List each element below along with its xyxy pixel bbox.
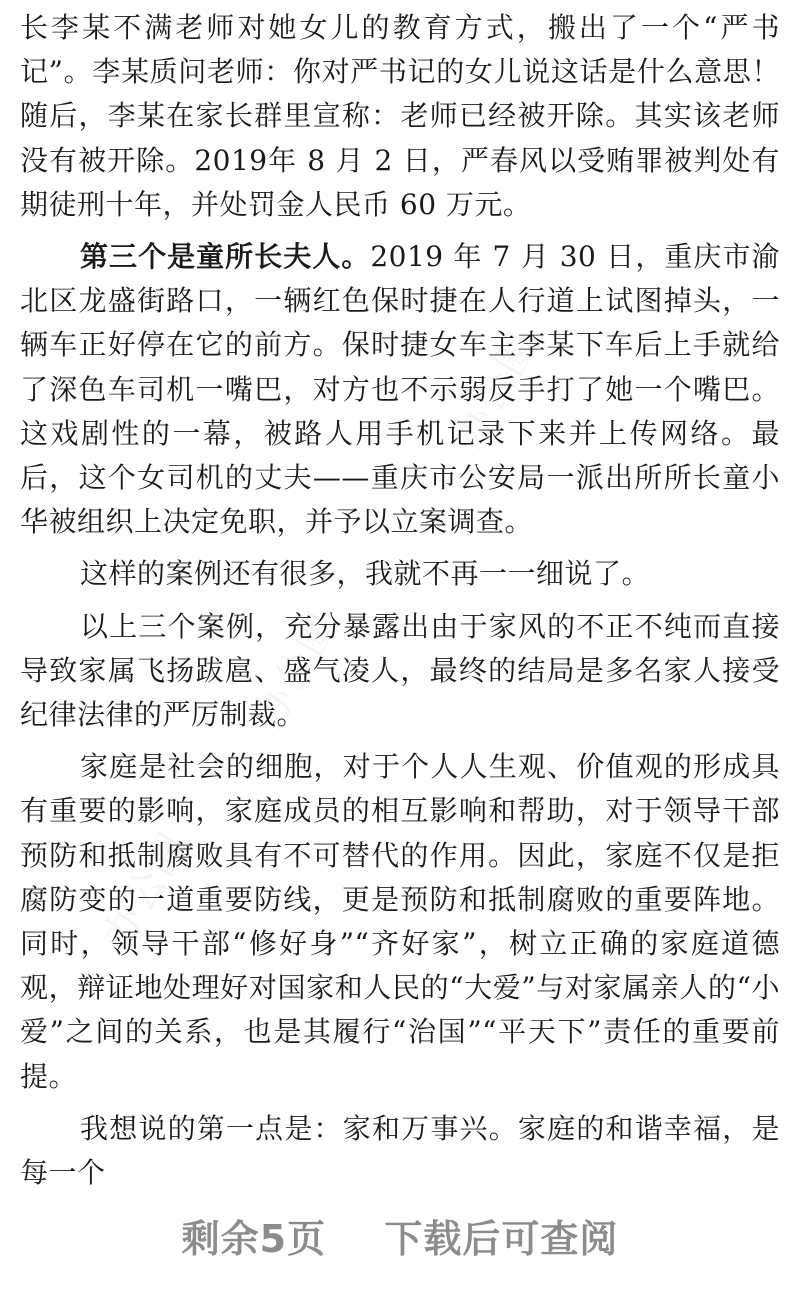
- case-three-body: 2019 年 7 月 30 日，重庆市渝北区龙盛街路口，一辆红色保时捷在人行道上试图掉头，一辆车正好停在它的前方。保时捷女车主李某下车后上手就给了深色车司机一嘴巴，对方也不示弱反手打了她一个嘴巴。这戏剧性的一幕，被路人用手机记录下来并上传网络。最后，这个女司机的丈夫——重庆市公安局一派出所所长童小华被组织上决定免职，并予以立案调查。: [20, 240, 780, 539]
- paragraph-summary: 以上三个案例，充分暴露出由于家风的不正不纯而直接导致家属飞扬跋扈、盛气凌人，最终的结局是多名家人接受纪律法律的严厉制裁。: [20, 609, 780, 732]
- document-page: [20, 6, 780, 1195]
- watermark-text: 办公圈: [94, 824, 198, 957]
- download-to-view-label: 下载后可查阅: [384, 1217, 619, 1261]
- paragraph-first-point: 我想说的第一点是：家和万事兴。家庭的和谐幸福，是每一个: [20, 1111, 780, 1190]
- remaining-pages-label: 剩余5页: [181, 1217, 327, 1261]
- watermark-text: 办公圈: [444, 324, 548, 457]
- paragraph-case-three: [20, 235, 780, 544]
- download-prompt[interactable]: [0, 1208, 800, 1263]
- watermark-text: 办公圈: [244, 604, 348, 737]
- paragraph-family-role: 家庭是社会的细胞，对于个人人生观、价值观的形成具有重要的影响，家庭成员的相互影响和帮助，对于领导干部预防和抵制腐败具有不可替代的作用。因此，家庭不仅是拒腐防变的一道重要防线，更是预防和抵制腐败的重要阵地。同时，领导干部“修好身”“齐好家”，树立正确的家庭道德观，辩证地处理好对国家和人民的“大爱”与对家属亲人的“小爱”之间的关系，也是其履行“治国”“平天下”责任的重要前提。: [20, 750, 780, 1093]
- case-three-heading: 第三个是童所长夫人。: [80, 240, 371, 274]
- paragraph-more-cases: 这样的案例还有很多，我就不再一一细说了。: [80, 557, 651, 591]
- paragraph-case-two-end: 长李某不满老师对她女儿的教育方式，搬出了一个“严书记”。李某质问老师：你对严书记的女儿说这话是什么意思！随后，李某在家长群里宣称：老师已经被开除。其实该老师没有被开除。2019年 8 月 2 日，严春风以受贿罪被判处有期徒刑十年，并处罚金人民币 60 万元。: [20, 11, 780, 221]
